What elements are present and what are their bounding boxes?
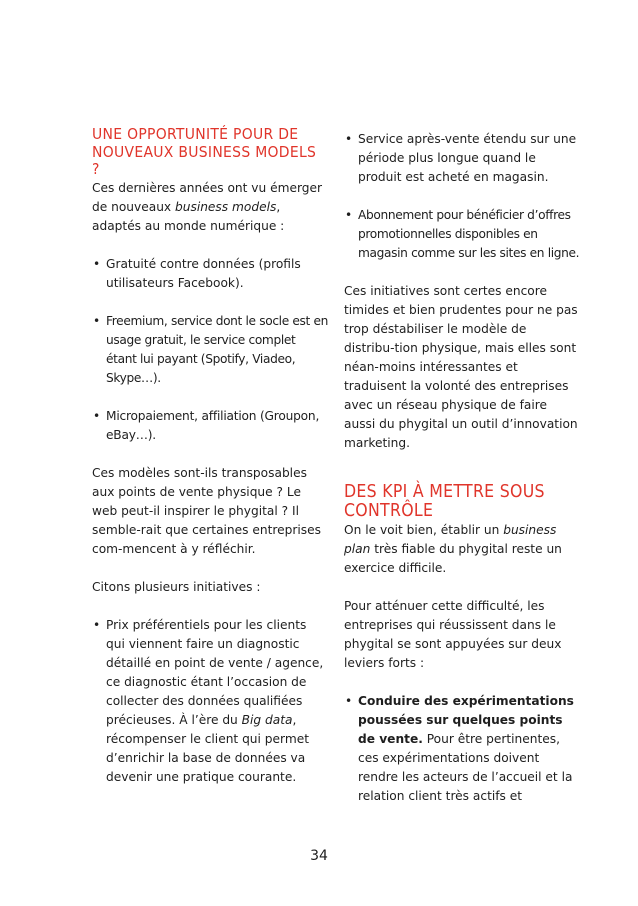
kpi-intro-paragraph: On le voit bien, établir un business plan très fiable du phygital reste un exercice difficile. [344, 523, 562, 575]
conclusion-paragraph: Ces initiatives sont certes encore timides et bien prudentes pour ne pas trop déstabiliser le modèle de distribu-tion physique, mais elles sont néan-moins intéressantes et traduisent la volonté des entreprises avec un réseau physique de faire aussi du phygital un outil d’innovation marketing. [344, 284, 578, 450]
page-number: 34 [310, 848, 328, 864]
initiatives-list-left [92, 616, 328, 787]
list-item: • Micropaiement, affiliation (Groupon, eBay…). [93, 408, 320, 442]
right-column [344, 130, 580, 806]
list-item: • Prix préférentiels pour les clients qui viennent faire un diagnostic détaillé en point de vente / agence, ce diagnostic étant l’occasion de collecter des données qualifiées précieuses. À l’ère du Big data, récompenser le client qui permet d’enrichir la base de données va devenir une pratique courante. [93, 617, 324, 784]
list-item: • Abonnement pour bénéficier d’offres promotionnelles disponibles en magasin comme sur les sites en ligne. [345, 208, 580, 260]
left-column [92, 126, 328, 787]
levers-list [344, 692, 580, 806]
intro-paragraph: Ces dernières années ont vu émerger de nouveaux business models, adaptés au monde numérique : [92, 180, 323, 233]
kpi-paragraph: Pour atténuer cette difficulté, les entreprises qui réussissent dans le phygital se sont appuyées sur deux leviers forts : [344, 599, 562, 670]
question-paragraph: Ces modèles sont-ils transposables aux points de vente physique ? Le web peut-il inspirer le phygital ? Il semble-rait que certaines entreprises com-mencent à y réfléchir. [92, 465, 321, 556]
initiatives-intro: Citons plusieurs initiatives : [92, 579, 261, 594]
section-heading-business-models: UNE OPPORTUNITÉ POUR DE NOUVEAUX BUSINESS MODELS ? [92, 125, 317, 178]
list-item: • Freemium, service dont le socle est en usage gratuit, le service complet étant lui payant (Spotify, Viadeo, Skype…). [93, 313, 329, 385]
list-item: • Gratuité contre données (profils utilisateurs Facebook). [93, 256, 301, 290]
list-item: • Conduire des expérimentations poussées sur quelques points de vente. Pour être pertinentes, ces expérimentations doivent rendre les acteurs de l’accueil et la relation client très actifs et [345, 694, 574, 803]
initiatives-list-right [344, 130, 580, 263]
business-models-list [92, 255, 328, 445]
list-item: • Service après-vente étendu sur une période plus longue quand le produit est acheté en magasin. [345, 132, 577, 184]
section-heading-kpi: DES KPI À METTRE SOUS CONTRÔLE [344, 482, 545, 521]
